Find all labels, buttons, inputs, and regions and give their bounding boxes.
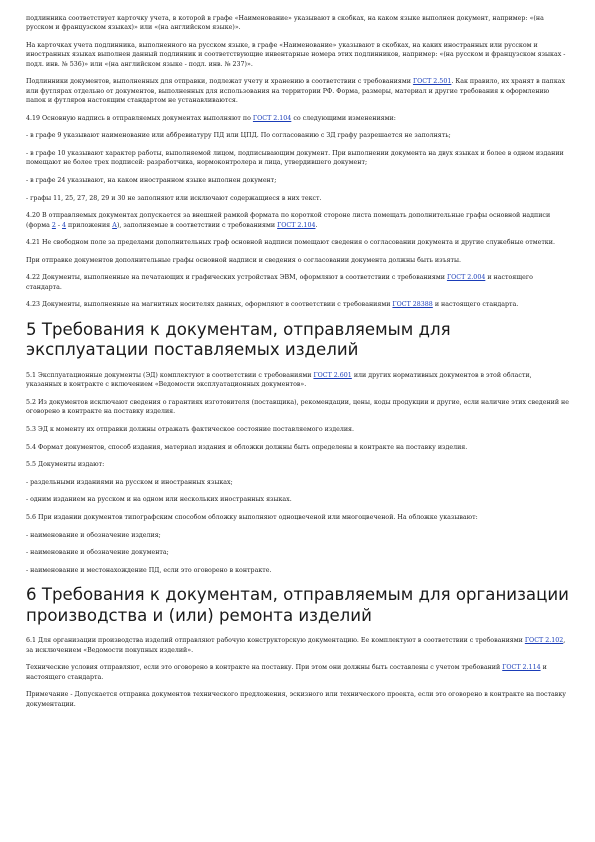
standard-link[interactable]: ГОСТ 2.114 [502, 664, 541, 672]
paragraph [26, 131, 569, 140]
text-run: 4.23 Документы, выполненные на магнитных носителях данных, оформляют в соответствии с требованиями [26, 301, 393, 309]
standard-link[interactable]: ГОСТ 2.104 [277, 221, 316, 229]
text-run: - графы 11, 25, 27, 28, 29 и 30 не заполняют или исключают содержащиеся в них текст. [26, 194, 322, 202]
standard-link[interactable]: 4 [62, 221, 67, 229]
paragraph [26, 194, 569, 203]
text-run: 4.19 Основную надпись в отправляемых документах выполняют по [26, 114, 253, 122]
text-run: При отправке документов дополнительные графы основной надписи и сведения о согласовании документа должны быть изъяты. [26, 256, 461, 264]
paragraph [26, 663, 569, 682]
paragraph [26, 531, 569, 540]
paragraph [26, 41, 569, 69]
paragraph [26, 690, 569, 709]
text-run: 4.21 Не свободном поле за пределами дополнительных граф основной надписи помещают сведения о согласовании документа и другие служебные отметки. [26, 239, 555, 247]
text-run: 5.5 Документы издают: [26, 461, 105, 469]
paragraph [26, 478, 569, 487]
text-run: и настоящего стандарта. [26, 274, 533, 291]
section-heading [26, 585, 569, 626]
standard-link[interactable]: ГОСТ 28388 [392, 301, 433, 309]
text-run: 5.2 Из документов исключают сведения о гарантиях изготовителя (поставщика), рекомендации, цены, коды продукции и другие, если наличие этих сведений не оговорено в контракте на поставку изделия. [26, 398, 569, 416]
paragraph [26, 273, 569, 292]
standard-link[interactable]: ГОСТ 2.601 [313, 371, 352, 379]
text-run: . [315, 221, 318, 229]
paragraph [26, 238, 569, 247]
text-run: ), заполняемые в соответствии с требованиями [116, 221, 278, 229]
paragraph [26, 14, 569, 33]
text-run: , за исключением «Ведомости покупных изделий». [26, 637, 566, 654]
standard-link[interactable]: ГОСТ 2.102 [524, 637, 564, 645]
paragraph [26, 176, 569, 185]
standard-link[interactable]: А [112, 221, 117, 229]
paragraph [26, 636, 569, 655]
paragraph [26, 495, 569, 504]
text-run: - [55, 221, 63, 229]
text-run: 5.4 Формат документов, способ издания, материал издания и обложки должны быть определены в контракте на поставку изделия. [26, 443, 468, 451]
text-run: 6 Требования к документам, отправляемым для организации производства и (или) ремонта изделий [26, 585, 569, 625]
paragraph [26, 300, 569, 309]
section-heading [26, 320, 569, 361]
text-run: Технические условия отправляют, если это оговорено в контракте на поставку. При этом они должны быть составлены с учетом требований [26, 664, 503, 672]
text-run: - в графе 9 указывают наименование или аббревиатуру ПД или ЦПД. По согласованию с ЗД графу разрешается не заполнять; [26, 132, 451, 140]
paragraph [26, 371, 569, 390]
text-run: - в графе 10 указывают характер работы, выполняемой лицом, подписывающим документ. При выполнении документа на двух языках и более в одном издании помещают не более трех подписей: разработчика, нормоконтролера и лица, утвердившего документ; [26, 150, 564, 167]
text-run: - одним изданием на русском и на одном или нескольких иностранных языках. [26, 496, 292, 504]
paragraph [26, 256, 569, 265]
text-run: На карточках учета подлинника, выполненного на русском языке, в графе «Наименование» указывают в скобках, на каких иностранных или русском и иностранных языках выполнен данный подлинник и соответствующие инвентарные номера этих подлинников, например: «(на русском и французском языках - подл. инв. № 536)» или «(на английском языке - подл. инв. № 237)». [26, 42, 566, 68]
standard-link[interactable]: ГОСТ 2.104 [252, 114, 292, 122]
paragraph [26, 566, 569, 575]
text-run: Подлинники документов, выполненных для отправки, подлежат учету и хранению в соответствии с требованиями [26, 78, 413, 86]
text-run: . Как правило, их хранят в папках или футлярах отдельно от документов, выполненных для использования на территории РФ. Форма, размеры, материал и другие требования к оформлению папок и футляров настоящим стандартом не устанавливаются. [26, 78, 566, 105]
standard-link[interactable]: ГОСТ 2.501 [412, 78, 452, 86]
paragraph [26, 114, 569, 123]
text-run: 4.20 В отправляемых документах допускается за внешней рамкой формата по короткой стороне листа помещать дополнительные графы основной надписи (форма [26, 212, 551, 229]
text-run: - в графе 24 указывают, на каком иностранном языке выполнен документ; [26, 177, 277, 184]
paragraph [26, 548, 569, 557]
text-run: 5 Требования к документам, отправляемым для эксплуатации поставляемых изделий [26, 319, 451, 360]
paragraph [26, 149, 569, 168]
paragraph [26, 77, 569, 105]
paragraph [26, 398, 569, 417]
paragraph [26, 513, 569, 522]
text-run: 4.22 Документы, выполненные на печатающих и графических устройствах ЭВМ, оформляют в соответствии с требованиями [26, 274, 447, 282]
paragraph [26, 460, 569, 469]
standard-link[interactable]: 2 [51, 221, 56, 229]
paragraph [26, 425, 569, 434]
standard-link[interactable]: ГОСТ 2.004 [446, 274, 486, 282]
text-run: и настоящего стандарта. [26, 664, 547, 681]
text-run: подлинника соответствует карточку учета, в которой в графе «Наименование» указывают в скобках, на каком языке выполнен документ, например: «(на русском и французском языках)» или «(на английском языке)». [26, 15, 544, 32]
text-run: - наименование и обозначение документа; [26, 549, 169, 557]
text-run: 5.6 При издании документов типографским способом обложку выполняют одноцвеченой или многоцвеченой. На обложке указывают: [26, 513, 478, 521]
text-run: Примечание - Допускается отправка документов технического предложения, эскизного или технического проекта, если это оговорено в контракте на поставку документации. [26, 691, 566, 708]
paragraph [26, 211, 569, 230]
paragraph [26, 443, 569, 452]
text-run: или других нормативных документов в этой области, указанных в контракте с включением «Ведомости эксплуатационных документов». [26, 371, 532, 389]
text-run: - наименование и обозначение изделия; [26, 531, 161, 539]
text-run: приложения [66, 221, 113, 229]
text-run: со следующими изменениями: [291, 114, 396, 122]
text-run: 5.3 ЭД к моменту их отправки должны отражать фактическое состояние поставляемого изделия. [26, 425, 355, 433]
text-run: - раздельными изданиями на русском и иностранных языках; [26, 478, 233, 486]
text-run: и настоящего стандарта. [432, 301, 519, 309]
text-run: 5.1 Эксплуатационные документы (ЭД) комплектуют в соответствии с требованиями [26, 371, 314, 379]
text-run: - наименование и местонахождение ПД, если это оговорено в контракте. [26, 566, 272, 574]
text-run: 6.1 Для организации производства изделий отправляют рабочую конструкторскую документацию. Ее комплектуют в соответствии с требованиями [26, 637, 525, 645]
